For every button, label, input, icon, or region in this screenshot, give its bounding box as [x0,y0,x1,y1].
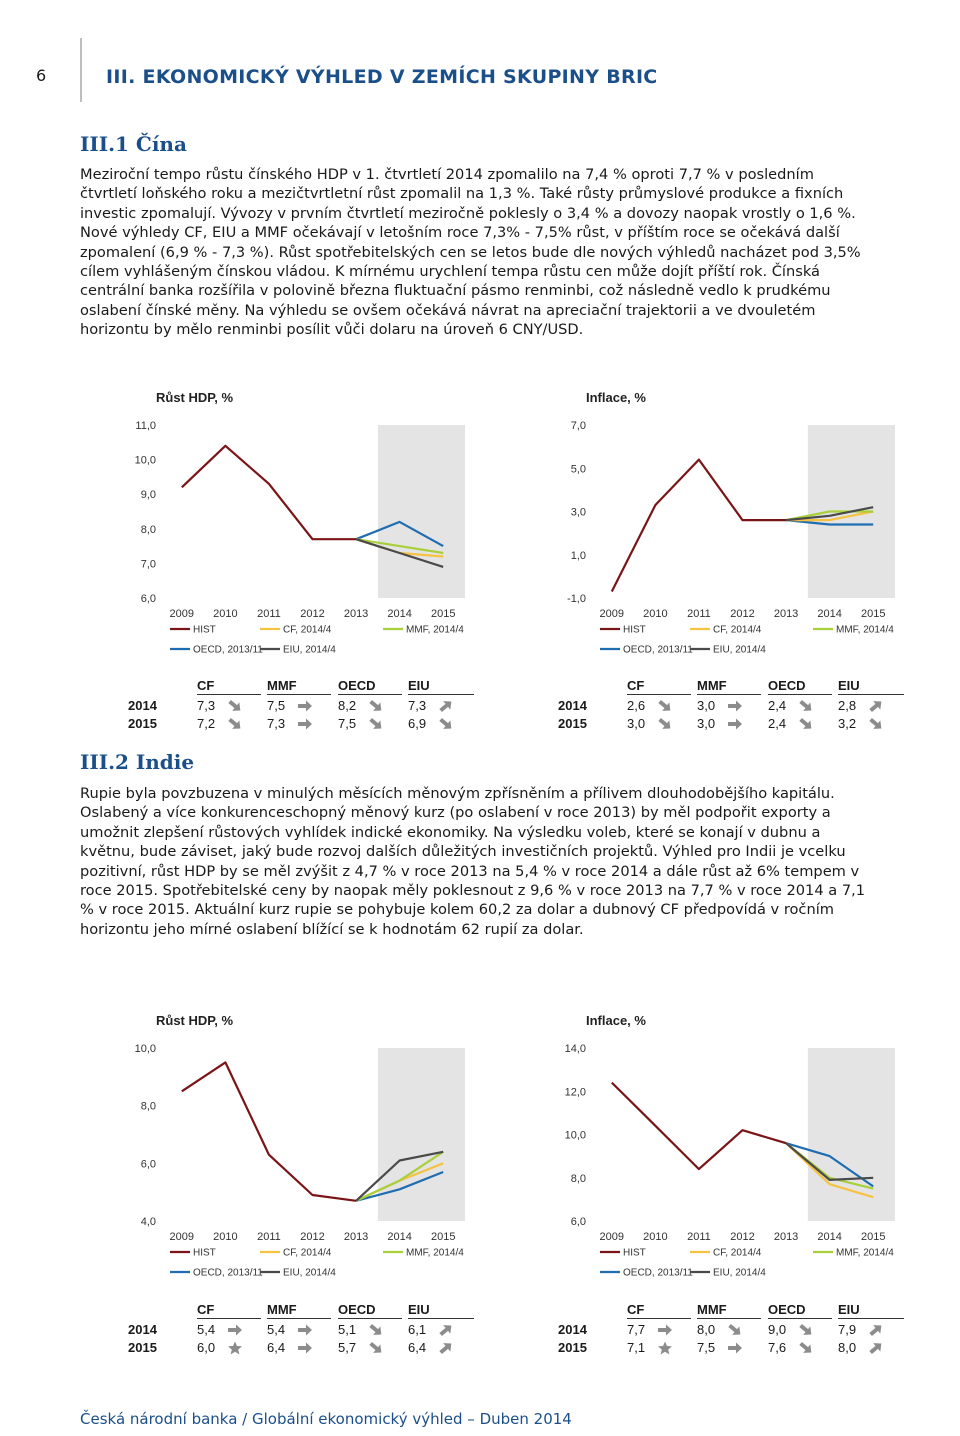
table-header-eiu: EIU [838,1302,904,1319]
table-header-eiu: EIU [408,678,474,695]
legend-label: EIU, 2014/4 [713,1267,766,1279]
arrow-up-right-icon [865,695,886,716]
legend-label: MMF, 2014/4 [406,624,464,636]
china-gdp-forecast-table [100,678,480,738]
table-cell: 6,0 [197,1340,216,1355]
y-tick-label: 10,0 [134,1043,156,1055]
arrow-right-icon [727,699,743,713]
arrow-up-right-icon [435,695,456,716]
y-tick-label: 4,0 [140,1216,156,1228]
table-cell: 3,2 [838,716,857,731]
arrow-right-icon [727,717,743,731]
x-tick-label: 2012 [300,1231,325,1243]
arrow-right-icon [297,1323,313,1337]
y-tick-label: 12,0 [564,1086,586,1099]
x-tick-label: 2011 [257,608,281,620]
table-cell: 7,6 [768,1340,787,1355]
legend-label: HIST [623,1247,646,1259]
table-row-year: 2015 [128,716,157,731]
arrow-right-icon [297,699,313,713]
table-header-oecd: OECD [768,678,832,695]
text-line: horizontu jeho mírné oslabení blížící se k hodnotám 62 rupií za dolar. [80,920,584,938]
text-line: cílem vyhlášeným čínskou vládou. K mírnému urychlení tempa růstu cen může dojít příští rok. Čínská [80,263,820,281]
table-cell: 5,1 [338,1322,357,1337]
india-gdp-forecast-table [100,1302,480,1362]
y-tick-label: 6,0 [140,593,156,605]
table-header-cf: CF [627,1302,691,1319]
x-tick-label: 2011 [687,1231,711,1243]
page-number: 6 [36,66,47,85]
arrow-down-right-icon [365,713,386,734]
legend-label: EIU, 2014/4 [283,644,336,656]
text-line: zpomalení (6,9 % - 7,3 %). Růst spotřebitelských cen se letos bude dle nových výhledů nacházet pod 3,5% [80,243,861,261]
x-tick-label: 2013 [773,1231,799,1243]
y-tick-label: 5,0 [570,463,586,476]
table-header-mmf: MMF [697,1302,761,1319]
series-line-hist [612,460,786,592]
header-divider [80,38,82,102]
table-cell: 5,7 [338,1340,357,1355]
star-icon [227,1341,243,1355]
table-cell: 5,4 [197,1322,216,1337]
series-line-hist [182,446,356,539]
y-tick-label: 9,0 [140,489,156,502]
arrow-up-right-icon [435,1337,456,1358]
series-line-hist [182,1062,356,1200]
legend-label: CF, 2014/4 [283,624,332,636]
y-tick-label: 7,0 [140,558,156,571]
text-line: umožnit zlepšení růstových vyhlídek indické ekonomiky. Na výsledku voleb, které se konají v dubnu a [80,823,821,841]
table-cell: 7,5 [338,716,357,731]
section-text-india [80,784,954,939]
table-row-year: 2014 [558,698,587,713]
china-inflation-forecast-table [530,678,910,738]
x-tick-label: 2009 [169,1231,195,1243]
table-cell: 7,9 [838,1322,857,1337]
arrow-down-right-icon [365,695,386,716]
table-cell: 3,0 [627,716,646,731]
table-cell: 2,6 [627,698,646,713]
legend-label: OECD, 2013/11 [623,1267,693,1279]
india-inflation-chart [530,1008,920,1308]
section-title-china: III.1 Čína [80,132,187,156]
x-tick-label: 2015 [430,608,456,620]
arrow-down-right-icon [724,1319,745,1340]
x-tick-label: 2013 [773,608,799,620]
x-tick-label: 2009 [599,1231,625,1243]
y-tick-label: 7,0 [570,420,586,432]
text-line: pozitivní, růst HDP by se měl zvýšit z 4,7 % v roce 2013 na 5,4 % v roce 2014 a dále růst až 6% tempem v [80,862,860,880]
table-cell: 2,4 [768,698,787,713]
table-cell: 5,4 [267,1322,286,1337]
legend-label: EIU, 2014/4 [283,1267,336,1279]
arrow-right-icon [297,717,313,731]
forecast-band [378,425,465,598]
legend-label: MMF, 2014/4 [406,1247,464,1259]
china-gdp-chart [100,385,490,685]
table-cell: 6,9 [408,716,427,731]
india-gdp-chart [100,1008,490,1308]
table-cell: 6,1 [408,1322,427,1337]
x-tick-label: 2009 [599,608,625,620]
y-tick-label: 8,0 [140,523,156,536]
table-row-year: 2014 [558,1322,587,1337]
legend-label: OECD, 2013/11 [623,644,693,656]
section-title-india: III.2 Indie [80,750,195,774]
table-cell: 6,4 [408,1340,427,1355]
arrow-down-right-icon [435,713,456,734]
text-line: čtvrtletí loňského roku a mezičtvrtletní růst zpomalil na 1,3 %. Také růsty průmyslové produkce a fixních [80,185,844,203]
x-tick-label: 2012 [730,608,755,620]
chart-title: Inflace, % [586,390,646,405]
arrow-right-icon [657,1323,673,1337]
table-header-eiu: EIU [838,678,904,695]
text-line: horizontu by mělo renminbi posílit vůči dolaru na úroveň 6 CNY/USD. [80,321,584,339]
y-tick-label: 6,0 [140,1158,156,1171]
table-header-cf: CF [197,678,261,695]
y-tick-label: 14,0 [564,1043,586,1055]
table-row-year: 2014 [128,698,157,713]
table-cell: 6,4 [267,1340,286,1355]
legend-label: EIU, 2014/4 [713,644,766,656]
x-tick-label: 2011 [687,608,711,620]
arrow-down-right-icon [795,713,816,734]
chart-title: Růst HDP, % [156,390,234,405]
x-tick-label: 2015 [430,1231,456,1243]
table-row-year: 2015 [558,716,587,731]
text-line: investic zpomalují. Vývozy v prvním čtvrtletí meziročně poklesly o 3,4 % a dovozy naopak vrostly o 1,6 %. [80,204,856,222]
forecast-band [808,1048,895,1221]
text-line: oslabení čínské měny. Na výhledu se ovšem očekává návrat na apreciační trajektorii a ve dvouletém [80,301,816,319]
text-line: centrální banka rozšířila v polovině března fluktuační pásmo renminbi, což následně vedlo k prudkému [80,282,831,300]
arrow-down-right-icon [795,1337,816,1358]
forecast-band [378,1048,465,1221]
x-tick-label: 2012 [730,1231,755,1243]
table-header-oecd: OECD [768,1302,832,1319]
x-tick-label: 2010 [213,1231,238,1243]
arrow-down-right-icon [365,1319,386,1340]
series-line-hist [612,1083,786,1170]
text-line: % v roce 2015. Aktuální kurz rupie se pohybuje kolem 60,2 za dolar a dubnový CF předpovídá v ročním [80,901,834,919]
arrow-down-right-icon [224,695,245,716]
arrow-down-right-icon [654,713,675,734]
y-tick-label: 11,0 [135,420,156,432]
x-tick-label: 2010 [643,608,668,620]
y-tick-label: 3,0 [570,506,586,519]
chart-title: Růst HDP, % [156,1013,234,1028]
table-header-mmf: MMF [267,1302,331,1319]
arrow-up-right-icon [865,1337,886,1358]
y-tick-label: 6,0 [570,1216,586,1228]
x-tick-label: 2014 [387,608,412,620]
text-line: Meziroční tempo růstu čínského HDP v 1. čtvrtletí 2014 zpomalilo na 7,4 % oproti 7,7 % v posledním [80,166,814,183]
x-tick-label: 2013 [343,1231,369,1243]
arrow-right-icon [297,1341,313,1355]
table-cell: 7,1 [627,1340,646,1355]
table-cell: 7,5 [697,1340,716,1355]
text-line: roce 2015. Spotřebitelské ceny by naopak měly poklesnout z 9,6 % v roce 2013 na 7,7 % v roce 2014 a 7,1 [80,882,866,900]
legend-label: CF, 2014/4 [713,1247,762,1259]
table-cell: 7,3 [408,698,427,713]
x-tick-label: 2010 [213,608,238,620]
arrow-down-right-icon [795,1319,816,1340]
table-header-eiu: EIU [408,1302,474,1319]
arrow-down-right-icon [654,695,675,716]
table-header-oecd: OECD [338,1302,402,1319]
table-row-year: 2014 [128,1322,157,1337]
table-header-cf: CF [197,1302,261,1319]
table-cell: 7,2 [197,716,216,731]
y-tick-label: 10,0 [134,454,156,467]
text-line: Nové výhledy CF, EIU a MMF očekávají v letošním roce 7,3% - 7,5% růst, v příštím roce se očekává další [80,224,840,242]
table-cell: 8,0 [838,1340,857,1355]
legend-label: OECD, 2013/11 [193,1267,263,1279]
text-line: Oslabený a více konkurenceschopný měnový kurz (po oslabení v roce 2013) by měl podpořit exporty a [80,804,831,822]
table-cell: 7,3 [197,698,216,713]
table-cell: 8,2 [338,698,357,713]
table-cell: 2,8 [838,698,857,713]
table-cell: 2,4 [768,716,787,731]
arrow-down-right-icon [365,1337,386,1358]
text-line: Rupie byla povzbuzena v minulých měsících měnovým zpřísněním a přílivem dlouhodobějšího kapitálu. [80,785,835,802]
x-tick-label: 2015 [860,1231,886,1243]
table-header-mmf: MMF [697,678,761,695]
x-tick-label: 2015 [860,608,886,620]
table-header-cf: CF [627,678,691,695]
x-tick-label: 2009 [169,608,195,620]
table-header-mmf: MMF [267,678,331,695]
table-row-year: 2015 [128,1340,157,1355]
x-tick-label: 2014 [387,1231,412,1243]
legend-label: MMF, 2014/4 [836,1247,894,1259]
section-text-china [80,165,954,340]
table-cell: 7,7 [627,1322,646,1337]
legend-label: MMF, 2014/4 [836,624,894,636]
star-icon [657,1341,673,1355]
india-inflation-forecast-table [530,1302,910,1362]
table-header-oecd: OECD [338,678,402,695]
legend-label: HIST [623,624,646,636]
table-row-year: 2015 [558,1340,587,1355]
table-cell: 9,0 [768,1322,787,1337]
arrow-right-icon [227,1323,243,1337]
arrow-down-right-icon [795,695,816,716]
x-tick-label: 2010 [643,1231,668,1243]
x-tick-label: 2012 [300,608,325,620]
legend-label: OECD, 2013/11 [193,644,263,656]
chart-title: Inflace, % [586,1013,646,1028]
text-line: květnu, bude záviset, jaký bude rozvoj dalších důležitých investičních projektů. Výhled pro Indii je vcelku [80,843,846,861]
table-cell: 3,0 [697,716,716,731]
x-tick-label: 2013 [343,608,369,620]
legend-label: CF, 2014/4 [283,1247,332,1259]
table-cell: 3,0 [697,698,716,713]
legend-label: HIST [193,624,216,636]
arrow-right-icon [727,1341,743,1355]
x-tick-label: 2011 [257,1231,281,1243]
arrow-down-right-icon [224,713,245,734]
y-tick-label: 10,0 [564,1129,586,1142]
table-cell: 7,5 [267,698,286,713]
y-tick-label: 1,0 [570,549,586,562]
table-cell: 7,3 [267,716,286,731]
chapter-heading: III. EKONOMICKÝ VÝHLED V ZEMÍCH SKUPINY BRIC [106,66,658,88]
arrow-down-right-icon [865,713,886,734]
legend-label: CF, 2014/4 [713,624,762,636]
y-tick-label: 8,0 [140,1100,156,1113]
china-inflation-chart [530,385,920,685]
table-cell: 8,0 [697,1322,716,1337]
x-tick-label: 2014 [817,608,842,620]
y-tick-label: -1,0 [567,593,586,605]
y-tick-label: 8,0 [570,1172,586,1185]
legend-label: HIST [193,1247,216,1259]
x-tick-label: 2014 [817,1231,842,1243]
page-footer: Česká národní banka / Globální ekonomický výhled – Duben 2014 [80,1410,572,1428]
